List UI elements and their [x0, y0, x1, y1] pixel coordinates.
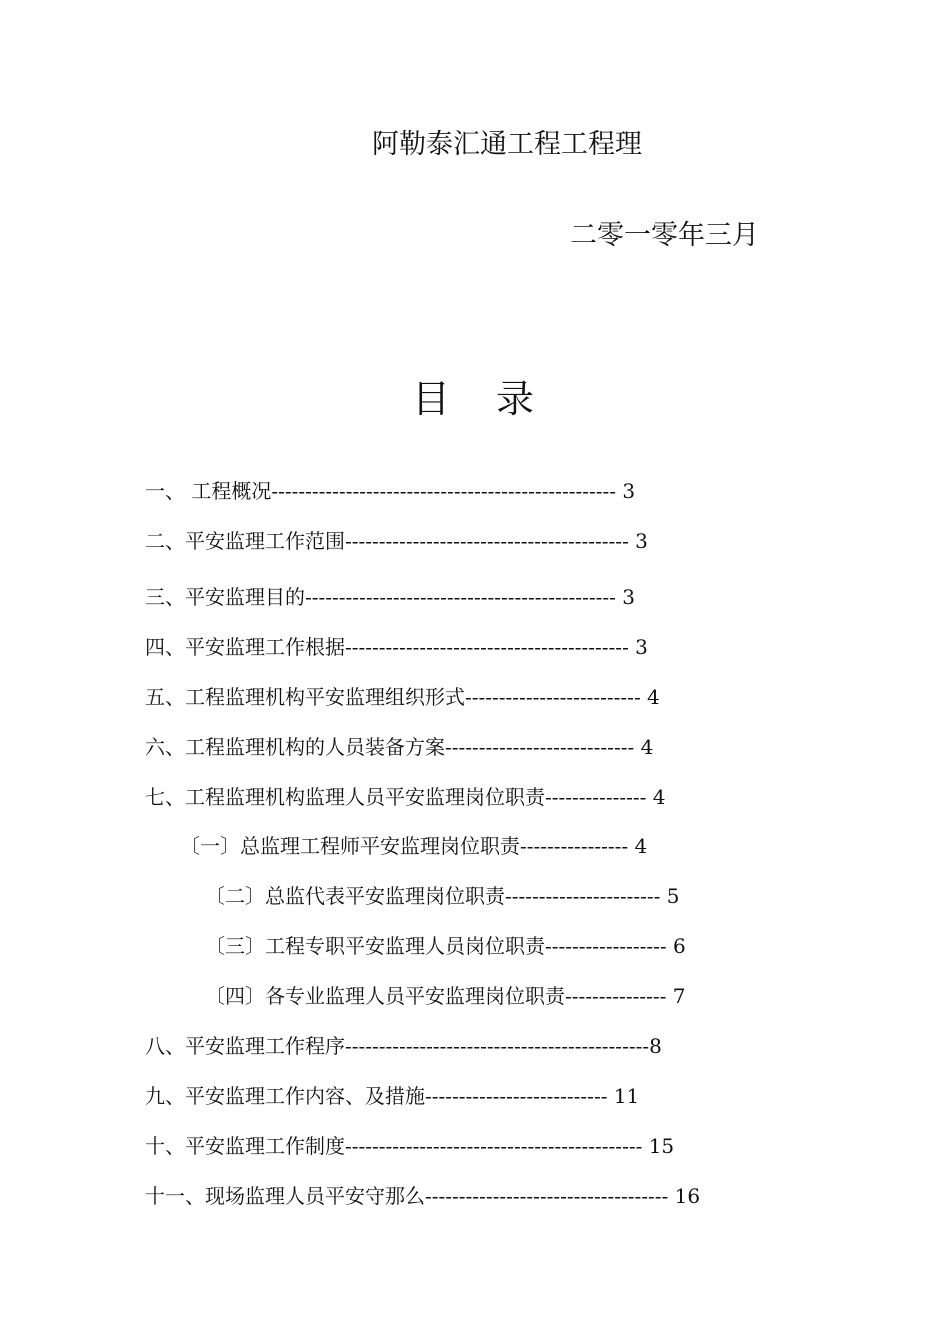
- toc-entry: 六、工程监理机构的人员装备方案---------------------------- 4: [145, 735, 654, 759]
- company-name: 阿勒泰汇通工程工程理: [372, 129, 642, 160]
- toc-entry: 四、平安监理工作根据------------------------------------------ 3: [145, 635, 648, 659]
- toc-title: [412, 368, 534, 423]
- toc-entry: 五、工程监理机构平安监理组织形式-------------------------- 4: [145, 685, 660, 709]
- toc-entry: 十一、现场监理人员平安守那么------------------------------------ 16: [145, 1184, 701, 1208]
- toc-entry: 三、平安监理目的---------------------------------------------- 3: [145, 585, 635, 609]
- toc-subentry: 〔四〕各专业监理人员平安监理岗位职责--------------- 7: [205, 984, 686, 1008]
- toc-entry: 十、平安监理工作制度-------------------------------------------- 15: [145, 1134, 675, 1158]
- toc-title-part2: 录: [496, 377, 535, 421]
- toc-entry: 七、工程监理机构监理人员平安监理岗位职责--------------- 4: [145, 785, 666, 809]
- toc-entry: 二、平安监理工作范围------------------------------------------ 3: [145, 529, 648, 553]
- toc-entry: 一、 工程概况--------------------------------------------------- 3: [145, 479, 636, 503]
- toc-subentry: 〔二〕总监代表平安监理岗位职责----------------------- 5: [205, 884, 680, 908]
- toc-entry: 八、平安监理工作程序---------------------------------------------8: [145, 1034, 662, 1058]
- toc-entry: 九、平安监理工作内容、及措施--------------------------- 11: [145, 1084, 640, 1108]
- toc-subentry: 〔一〕总监理工程师平安监理岗位职责---------------- 4: [180, 834, 648, 858]
- toc-subentry: 〔三〕工程专职平安监理人员岗位职责------------------ 6: [205, 934, 686, 958]
- toc-title-part1: 目: [412, 377, 451, 421]
- document-date: 二零一零年三月: [570, 220, 759, 251]
